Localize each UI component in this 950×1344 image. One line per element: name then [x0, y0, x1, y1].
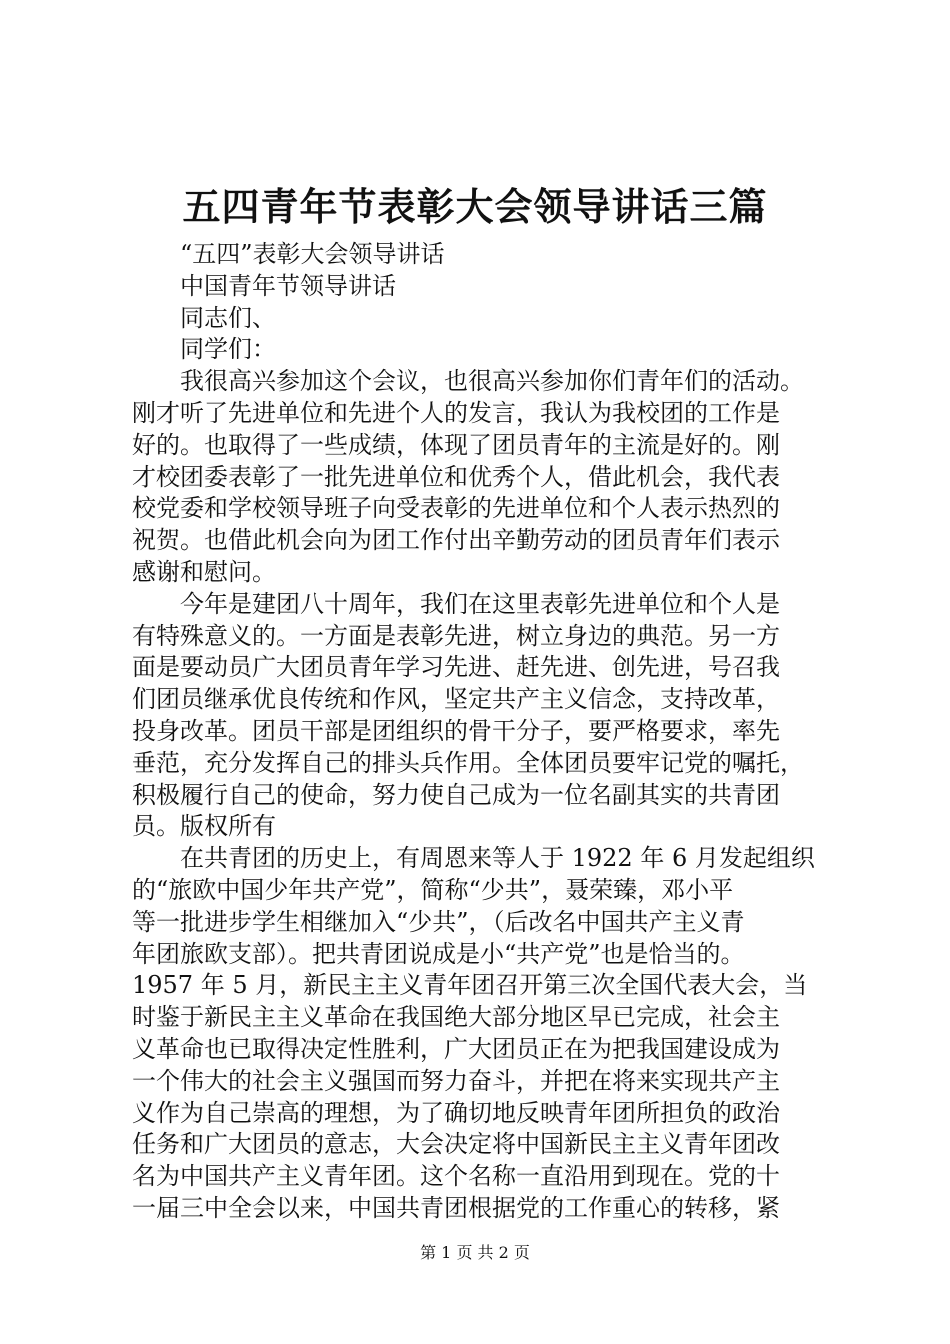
body-line: 们团员继承优良传统和作风，坚定共产主义信念，支持改革， [132, 685, 780, 714]
header-line: 中国青年节领导讲话 [180, 271, 396, 300]
body-line: 才校团委表彰了一批先进单位和优秀个人，借此机会，我代表 [132, 462, 780, 491]
body-line: 面是要动员广大团员青年学习先进、赶先进、创先进，号召我 [132, 653, 780, 682]
body-line: 义作为自己崇高的理想，为了确切地反映青年团所担负的政治 [132, 1098, 780, 1127]
body-line: 一个伟大的社会主义强国而努力奋斗，并把在将来实现共产主 [132, 1066, 780, 1095]
body-line: 积极履行自己的使命，努力使自己成为一位名副其实的共青团 [132, 780, 780, 809]
body-line: 员。版权所有 [132, 812, 276, 841]
body-line: 任务和广大团员的意志，大会决定将中国新民主主义青年团改 [132, 1130, 780, 1159]
body-line: 我很高兴参加这个会议，也很高兴参加你们青年们的活动。 [132, 367, 804, 396]
body-line: 感谢和慰问。 [132, 557, 276, 586]
body-line: 有特殊意义的。一方面是表彰先进，树立身边的典范。另一方 [132, 621, 780, 650]
page-footer: 第 1 页 共 2 页 [420, 1243, 530, 1262]
body-line: 时鉴于新民主主义革命在我国绝大部分地区早已完成，社会主 [132, 1003, 780, 1032]
body-line: 的“旅欧中国少年共产党”，简称“少共”，聂荣臻，邓小平 [132, 875, 734, 904]
body-line: 1957 年 5 月，新民主主义青年团召开第三次全国代表大会，当 [132, 971, 808, 1000]
body-line: 好的。也取得了一些成绩，体现了团员青年的主流是好的。刚 [132, 430, 780, 459]
document-body [132, 239, 832, 1225]
body-line: 在共青团的历史上，有周恩来等人于 1922 年 6 月发起组织 [132, 844, 815, 873]
body-line: 年团旅欧支部）。把共青团说成是小“共产党”也是恰当的。 [132, 939, 745, 968]
header-line: 同学们： [180, 335, 276, 364]
body-line: 等一批进步学生相继加入“少共”，（后改名中国共产主义青 [132, 907, 745, 936]
document-title: 五四青年节表彰大会领导讲话三篇 [182, 184, 768, 229]
header-line: 同志们、 [180, 303, 276, 332]
body-line: 一届三中全会以来，中国共青团根据党的工作重心的转移，紧 [132, 1193, 780, 1222]
body-line: 名为中国共产主义青年团。这个名称一直沿用到现在。党的十 [132, 1162, 780, 1191]
body-line: 今年是建团八十周年，我们在这里表彰先进单位和个人是 [132, 589, 780, 618]
body-line: 祝贺。也借此机会向为团工作付出辛勤劳动的团员青年们表示 [132, 526, 780, 555]
body-line: 垂范，充分发挥自己的排头兵作用。全体团员要牢记党的嘱托， [132, 748, 804, 777]
body-line: 投身改革。团员干部是团组织的骨干分子，要严格要求，率先 [132, 716, 780, 745]
header-line: “五四”表彰大会领导讲话 [180, 240, 445, 268]
body-line: 义革命也已取得决定性胜利，广大团员正在为把我国建设成为 [132, 1034, 780, 1063]
body-line: 刚才听了先进单位和先进个人的发言，我认为我校团的工作是 [132, 398, 780, 427]
body-line: 校党委和学校领导班子向受表彰的先进单位和个人表示热烈的 [132, 494, 780, 523]
